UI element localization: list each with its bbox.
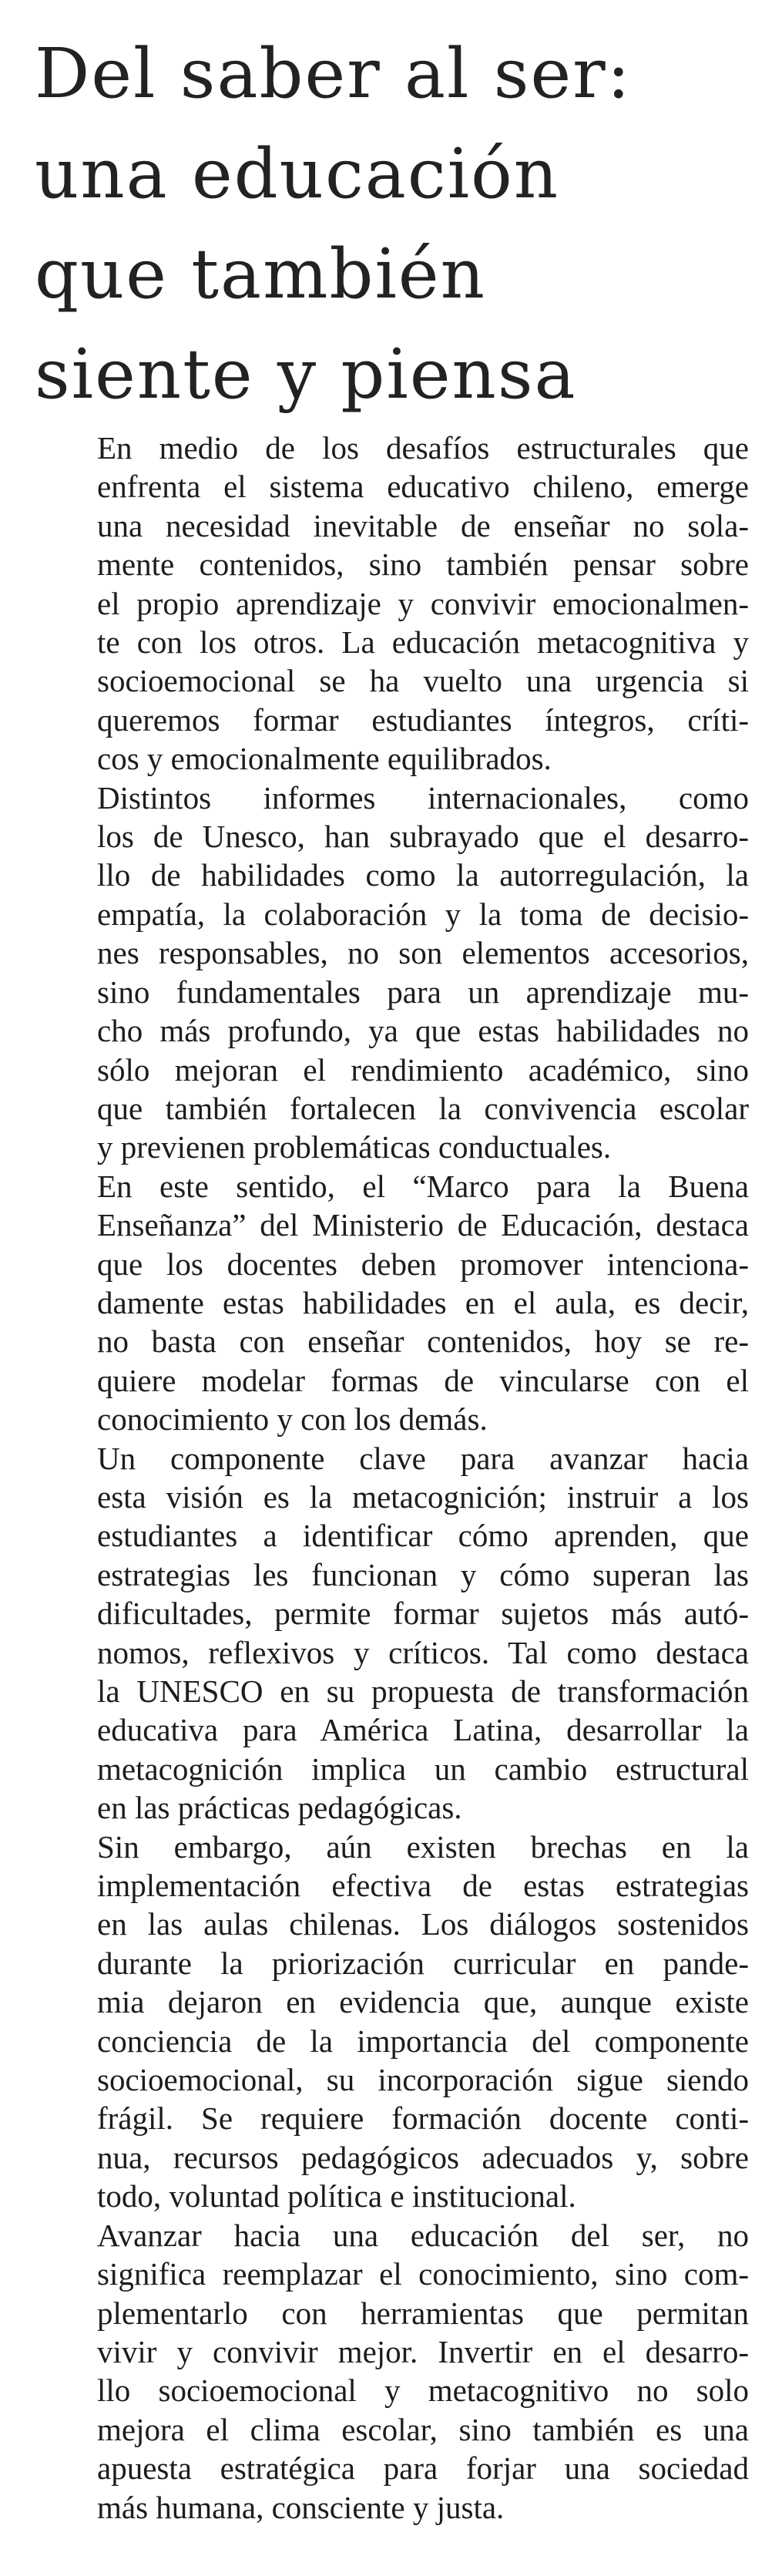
paragraph-line: nua, recursos pedagógicos adecuados y, sobre	[97, 2139, 749, 2175]
paragraph-line: cos y emocionalmente equilibrados.	[97, 741, 552, 777]
article-paragraph	[48, 2216, 749, 2527]
paragraph-line: y previenen problemáticas conductuales.	[97, 1129, 612, 1165]
paragraph-line: nes responsables, no son elementos accesorios,	[97, 935, 749, 971]
paragraph-line: socioemocional, su incorporación sigue siendo	[97, 2062, 749, 2098]
paragraph-line: En este sentido, el “Marco para la Buena	[97, 1168, 749, 1204]
article-paragraph	[48, 1439, 749, 1828]
paragraph-line: el propio aprendizaje y convivir emocionalmen-	[97, 585, 749, 621]
paragraph-line: dificultades, permite formar sujetos más autó-	[97, 1596, 749, 1632]
article-paragraph	[48, 1167, 749, 1439]
paragraph-line: llo de habilidades como la autorregulación, la	[97, 857, 749, 893]
paragraph-line: plementarlo con herramientas que permitan	[97, 2295, 749, 2331]
paragraph-line: más humana, consciente y justa.	[97, 2489, 505, 2525]
article-headline	[35, 23, 759, 424]
paragraph-line: significa reemplazar el conocimiento, sino com-	[97, 2256, 749, 2292]
paragraph-line: Distintos informes internacionales, como	[97, 779, 749, 816]
paragraph-line: esta visión es la metacognición; instruir a los	[97, 1478, 749, 1515]
paragraph-line: En medio de los desafíos estructurales que	[97, 430, 749, 466]
paragraph-line: que los docentes deben promover intenciona-	[97, 1246, 749, 1282]
paragraph-line: implementación efectiva de estas estrategias	[97, 1868, 749, 1904]
article-paragraph	[48, 429, 749, 779]
paragraph-line: todo, voluntad política e institucional.	[97, 2178, 576, 2214]
paragraph-line: la UNESCO en su propuesta de transformación	[97, 1673, 749, 1709]
paragraph-line: Sin embargo, aún existen brechas en la	[97, 1828, 749, 1865]
paragraph-line: mia dejaron en evidencia que, aunque existe	[97, 1984, 749, 2020]
paragraph-line: sólo mejoran el rendimiento académico, sino	[97, 1051, 749, 1088]
paragraph-line: mente contenidos, sino también pensar sobre	[97, 546, 749, 583]
article-paragraph	[48, 1828, 749, 2216]
paragraph-line: no basta con enseñar contenidos, hoy se re-	[97, 1323, 749, 1360]
paragraph-line: Enseñanza” del Ministerio de Educación, destaca	[97, 1207, 749, 1243]
paragraph-line: damente estas habilidades en el aula, es decir,	[97, 1284, 749, 1320]
paragraph-line: queremos formar estudiantes íntegros, críti-	[97, 701, 749, 738]
paragraph-line: sino fundamentales para un aprendizaje mu-	[97, 974, 749, 1010]
paragraph-line: llo socioemocional y metacognitivo no solo	[97, 2373, 749, 2409]
paragraph-line: mejora el clima escolar, sino también es una	[97, 2411, 749, 2447]
paragraph-line: metacognición implica un cambio estructural	[97, 1750, 749, 1787]
paragraph-line: los de Unesco, han subrayado que el desarro-	[97, 819, 749, 855]
paragraph-line: en las aulas chilenas. Los diálogos sostenidos	[97, 1906, 749, 1942]
paragraph-line: enfrenta el sistema educativo chileno, emerge	[97, 469, 749, 505]
paragraph-line: conocimiento y con los demás.	[97, 1401, 488, 1438]
paragraph-line: quiere modelar formas de vincularse con el	[97, 1362, 749, 1398]
paragraph-line: empatía, la colaboración y la toma de decisio-	[97, 896, 749, 932]
paragraph-line: educativa para América Latina, desarrollar la	[97, 1712, 749, 1748]
paragraph-line: Un componente clave para avanzar hacia	[97, 1440, 749, 1476]
headline-line: que también	[35, 234, 486, 314]
paragraph-line: apuesta estratégica para forjar una sociedad	[97, 2450, 749, 2487]
paragraph-line: frágil. Se requiere formación docente conti-	[97, 2100, 749, 2137]
paragraph-line: cho más profundo, ya que estas habilidades no	[97, 1013, 749, 1049]
paragraph-line: socioemocional se ha vuelto una urgencia si	[97, 663, 749, 699]
paragraph-line: estudiantes a identificar cómo aprenden, que	[97, 1518, 749, 1554]
paragraph-line: vivir y convivir mejor. Invertir en el desarro-	[97, 2333, 749, 2369]
headline-line: una educación	[35, 133, 560, 214]
paragraph-line: estrategias les funcionan y cómo superan las	[97, 1556, 749, 1592]
paragraph-line: durante la priorización curricular en pande-	[97, 1945, 749, 1981]
paragraph-line: en las prácticas pedagógicas.	[97, 1790, 462, 1826]
paragraph-line: conciencia de la importancia del componente	[97, 2023, 749, 2059]
paragraph-line: te con los otros. La educación metacognitiva y	[97, 624, 749, 661]
article-body	[48, 429, 749, 2527]
paragraph-line: una necesidad inevitable de enseñar no sola-	[97, 507, 749, 543]
headline-line: siente y piensa	[35, 334, 577, 414]
paragraph-line: que también fortalecen la convivencia escolar	[97, 1090, 749, 1126]
paragraph-line: Avanzar hacia una educación del ser, no	[97, 2217, 749, 2253]
article-paragraph	[48, 779, 749, 1167]
paragraph-line: nomos, reflexivos y críticos. Tal como destaca	[97, 1634, 749, 1670]
headline-line: Del saber al ser:	[35, 33, 632, 113]
